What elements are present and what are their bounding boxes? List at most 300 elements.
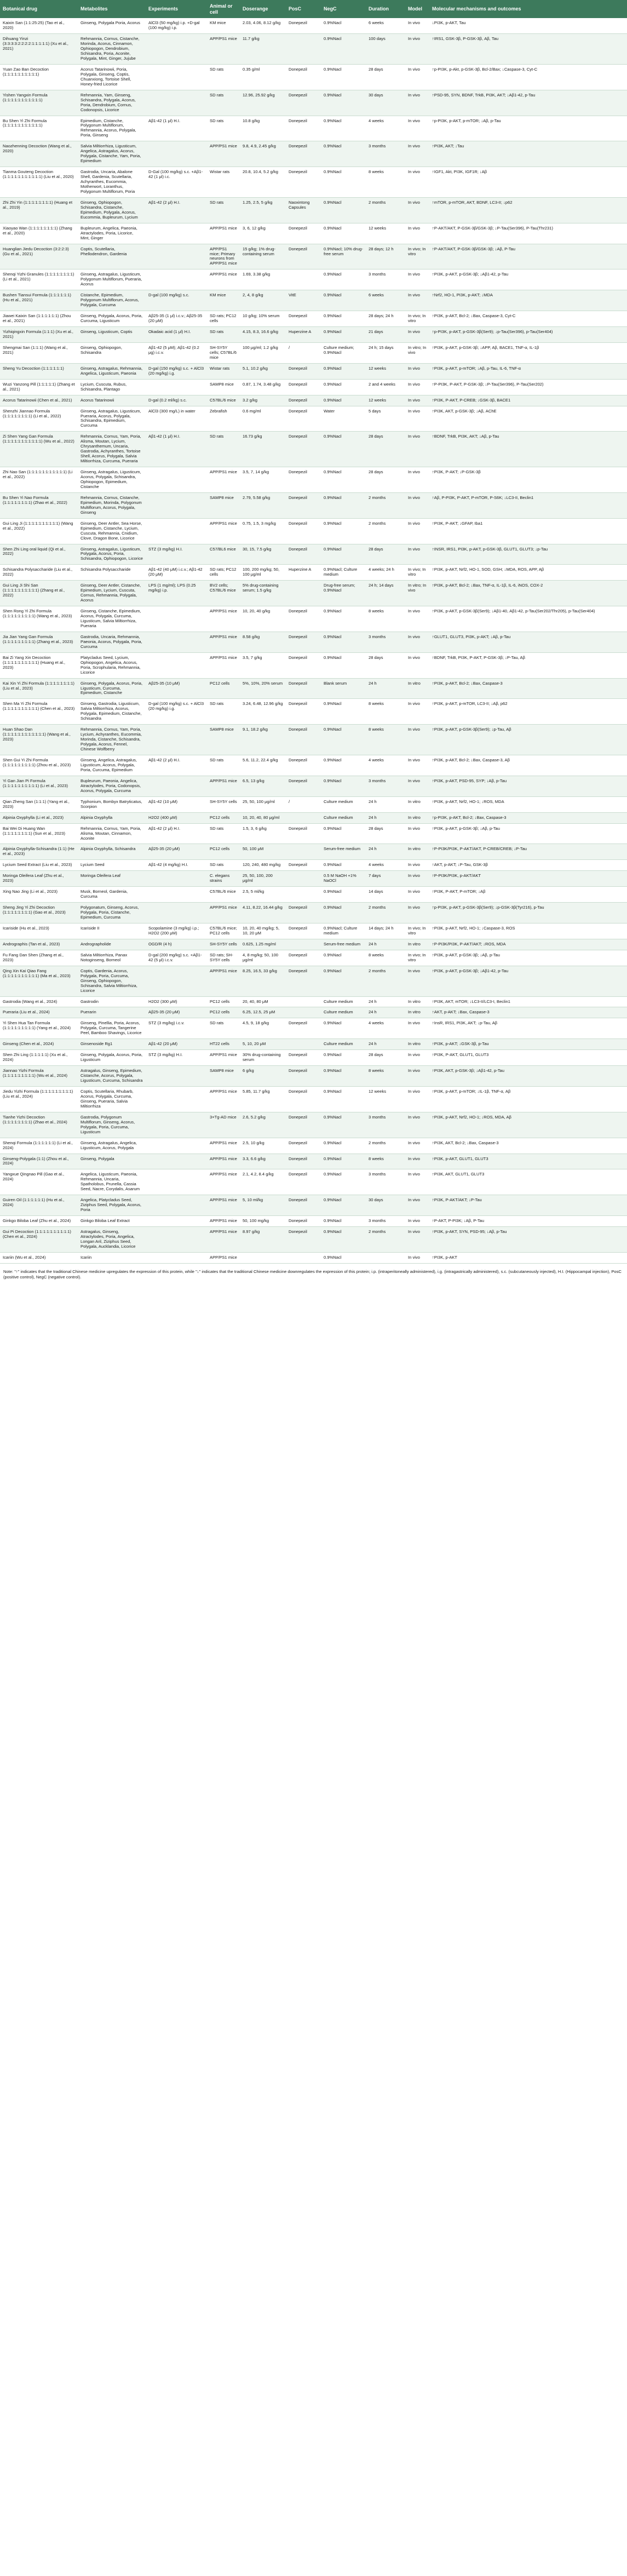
- model-cell: In vitro: [405, 1007, 429, 1018]
- duration-cell: 8 weeks: [366, 950, 405, 966]
- posc-cell: Donepezil: [286, 1227, 321, 1253]
- animal-or-cell-cell: APP/PS1 mice: [207, 34, 240, 65]
- animal-or-cell-cell: APP/PS1 mice: [207, 632, 240, 652]
- botanical-drug-cell: Gui Ling Ji (1:1:1:1:1:1:1:1:1:1) (Wang et al., 2022): [0, 518, 78, 544]
- botanical-drug-cell: Shenqi Yizhi Granules (1:1:1:1:1:1:1:1) (Li et al., 2021): [0, 269, 78, 290]
- doserange-cell: 5.6, 11.2, 22.4 g/kg: [240, 755, 286, 776]
- metabolites-cell: Salvia Miltiorrhiza, Panax Notoginseng, Borneol: [78, 950, 146, 966]
- mechanisms-cell: ↑Nrf2, HO-1, PI3K, p-AKT; ↓MDA: [429, 290, 627, 311]
- metabolites-cell: Bupleurum, Angelica, Paeonia, Atractylodes, Poria, Licorice, Mint, Ginger: [78, 223, 146, 244]
- animal-or-cell-cell: SAMP8 mice: [207, 379, 240, 395]
- botanical-drug-cell: Xing Nao Jing (Li et al., 2023): [0, 887, 78, 903]
- negc-cell: 0.9%Nacl: [321, 606, 366, 632]
- experiments-cell: [146, 141, 207, 167]
- posc-cell: Donepezil: [286, 492, 321, 518]
- animal-or-cell-cell: SD rats: [207, 116, 240, 141]
- metabolites-cell: Ginseng, Polygala, Acorus, Poria, Curcuma, Ligusticum: [78, 311, 146, 327]
- posc-cell: Naoxintong Capsules: [286, 197, 321, 223]
- mechanisms-cell: ↑PI3K, AKT, GLUT1, GLUT3: [429, 1169, 627, 1195]
- metabolites-cell: Coptis, Scutellaria, Phellodendron, Gardenia: [78, 244, 146, 269]
- duration-cell: 3 months: [366, 141, 405, 167]
- botanical-drug-cell: Alpinia Oxyphylla (Li et al., 2023): [0, 812, 78, 823]
- posc-cell: [286, 34, 321, 65]
- doserange-cell: 3.5, 7, 14 g/kg: [240, 467, 286, 493]
- posc-cell: Donepezil: [286, 379, 321, 395]
- duration-cell: 3 months: [366, 1216, 405, 1227]
- botanical-drug-cell: Yi Gan Jian Pi Formula (1:1:1:1:1:1:1:1:1:1) (Li et al., 2023): [0, 776, 78, 796]
- posc-cell: Donepezil: [286, 632, 321, 652]
- duration-cell: 28 days; 24 h: [366, 311, 405, 327]
- negc-cell: 0.9%Nacl: [321, 632, 366, 652]
- mechanisms-cell: ↑PI3K, p-AKT, Nrf2, HO-1, SOD, GSH; ↓MDA, ROS, APP, Aβ: [429, 565, 627, 581]
- mechanisms-cell: ↑PI3K, p-AKT, p-GSK-3β; ↓Aβ1-42, p-Tau: [429, 269, 627, 290]
- metabolites-cell: Ginseng, Astragalus, Angelica, Ligusticum, Acorus, Polygala: [78, 1138, 146, 1154]
- table-row: [0, 966, 627, 996]
- negc-cell: 0.9%Nacl: [321, 116, 366, 141]
- model-cell: In vitro: [405, 678, 429, 699]
- animal-or-cell-cell: APP/PS1 mice: [207, 903, 240, 923]
- posc-cell: Donepezil: [286, 606, 321, 632]
- duration-cell: 24 h: [366, 1039, 405, 1050]
- animal-or-cell-cell: APP/PS1 mice: [207, 776, 240, 796]
- posc-cell: Donepezil: [286, 755, 321, 776]
- mechanisms-cell: ↑PI3K, p-AKT, Nrf2, HO-1; ↓Caspase-3, ROS: [429, 923, 627, 939]
- experiments-cell: [146, 379, 207, 395]
- model-cell: In vivo: [405, 1050, 429, 1066]
- experiments-cell: Aβ1-42 (2 μl) H.I.: [146, 197, 207, 223]
- duration-cell: 8 weeks: [366, 606, 405, 632]
- model-cell: In vivo: [405, 432, 429, 467]
- column-header: Metabolites: [80, 6, 108, 12]
- animal-or-cell-cell: APP/PS1 mice: [207, 966, 240, 996]
- duration-cell: 24 h; 15 days: [366, 342, 405, 363]
- experiments-cell: Aβ25-35 (20 μM): [146, 1007, 207, 1018]
- table-row: [0, 492, 627, 518]
- table-row: [0, 939, 627, 950]
- botanical-drug-cell: Shen Rong Yi Zhi Formula (1:1:1:1:1:1:1:1:1) (Wang et al., 2023): [0, 606, 78, 632]
- botanical-drug-cell: Yangxue Qingnao Pill (Gao et al., 2024): [0, 1169, 78, 1195]
- metabolites-cell: Ginseng, Pinellia, Poria, Acorus, Polygala, Curcuma, Tangerine Peel, Bamboo Shavings, Licorice: [78, 1018, 146, 1039]
- botanical-drug-cell: Bai Zi Yang Xin Decoction (1:1:1:1:1:1:1:1:1:1) (Huang et al., 2023): [0, 652, 78, 678]
- column-header: Molecular mechanisms and outcomes: [432, 6, 521, 12]
- animal-or-cell-cell: APP/PS1 mice: [207, 1227, 240, 1253]
- botanical-drug-cell: Bai Wei Di Huang Wan (1:1:1:1:1:1:1:1) (Sun et al., 2023): [0, 823, 78, 844]
- doserange-cell: 100 μg/ml; 1.2 g/kg: [240, 342, 286, 363]
- doserange-cell: 5% drug-containing serum; 1.5 g/kg: [240, 581, 286, 606]
- mechanisms-cell: ↑PI3K, p-AKT, p-GSK-3β(Ser9); ↓Aβ1-40, Aβ1-42, p-Tau(Ser202/Thr205), p-Tau(Ser404): [429, 606, 627, 632]
- negc-cell: 0.9%Nacl: [321, 1216, 366, 1227]
- mechanisms-cell: ↑BDNF, TrkB, PI3K, AKT; ↓Aβ, p-Tau: [429, 432, 627, 467]
- mechanisms-cell: ↑IGF1, Akt, PI3K, IGF1R; ↓Aβ: [429, 167, 627, 198]
- botanical-drug-cell: Qing Xin Kai Qiao Fang (1:1:1:1:1:1:1:1:1:1) (Ma et al., 2023): [0, 966, 78, 996]
- animal-or-cell-cell: SAMP8 mice: [207, 1066, 240, 1087]
- metabolites-cell: Gastrodia, Uncaria, Abalone Shell, Gardenia, Scutellaria, Achyranthes, Eucommia, Motherwort, Loranthus, Polygonum Multiflorum, Poria: [78, 167, 146, 198]
- negc-cell: 0.9%Nacl; 10% drug-free serum: [321, 244, 366, 269]
- animal-or-cell-cell: APP/PS1 mice: [207, 1195, 240, 1216]
- doserange-cell: 5, 10, 20 μM: [240, 1039, 286, 1050]
- metabolites-cell: Ginseng, Deer Antler, Cistanche, Epimedium, Lycium, Cuscuta, Cornus, Rehmannia, Polygala, Acorus: [78, 581, 146, 606]
- botanical-drug-cell: Bu Shen Yi Zhi Formula (1:1:1:1:1:1:1:1:1:1:1): [0, 116, 78, 141]
- table-row: [0, 632, 627, 652]
- mechanisms-cell: ↑PI3K, p-AKT, GLUT1, GLUT3: [429, 1154, 627, 1169]
- doserange-cell: 3.24, 6.48, 12.96 g/kg: [240, 699, 286, 725]
- duration-cell: 8 weeks: [366, 1066, 405, 1087]
- posc-cell: Donepezil: [286, 1112, 321, 1138]
- mechanisms-cell: ↑p-PI3K, p-Akt, p-GSK-3β, Bcl-2/Bax; ↓Caspase-3, Cyt-C: [429, 64, 627, 90]
- experiments-cell: AlCl3 (300 mg/L) in water: [146, 406, 207, 432]
- model-cell: In vitro: [405, 996, 429, 1007]
- column-header: Model: [408, 6, 422, 12]
- animal-or-cell-cell: SAMP8 mice: [207, 492, 240, 518]
- metabolites-cell: Salvia Miltiorrhiza, Ligusticum, Angelica, Astragalus, Acorus, Polygala, Cistanche, Yam, Poria, Epimedium: [78, 141, 146, 167]
- mechanisms-cell: ↑PI3K, P-AKT, GLUT1, GLUT3: [429, 1050, 627, 1066]
- animal-or-cell-cell: KM mice: [207, 290, 240, 311]
- animal-or-cell-cell: SD rats; PC12 cells: [207, 311, 240, 327]
- animal-or-cell-cell: BV2 cells; C57BL/6 mice: [207, 581, 240, 606]
- botanical-drug-cell: Shen Zhi Ling (1:1:1:1:1) (Xu et al., 2024): [0, 1050, 78, 1066]
- model-cell: In vivo: [405, 699, 429, 725]
- experiments-cell: AlCl3 (50 mg/kg) i.p. +D-gal (100 mg/kg) i.p.: [146, 18, 207, 33]
- model-cell: In vivo: [405, 1154, 429, 1169]
- botanical-drug-cell: Ginseng (Chen et al., 2024): [0, 1039, 78, 1050]
- experiments-cell: Scopolamine (3 mg/kg) i.p.; H2O2 (200 μM): [146, 923, 207, 939]
- doserange-cell: 2.6, 5.2 g/kg: [240, 1112, 286, 1138]
- botanical-drug-cell: Shen Gui Yi Zhi Formula (1:1:1:1:1:1:1:1:1) (Zhou et al., 2023): [0, 755, 78, 776]
- model-cell: In vivo: [405, 725, 429, 755]
- negc-cell: 0.9%Nacl: [321, 432, 366, 467]
- posc-cell: Donepezil: [286, 518, 321, 544]
- botanical-drug-cell: Shenzhi Jiannao Formula (1:1:1:1:1:1:1:1) (Li et al., 2022): [0, 406, 78, 432]
- metabolites-cell: Coptis, Scutellaria, Rhubarb, Acorus, Polygala, Curcuma, Ginseng, Pueraria, Salvia Miltiorrhiza: [78, 1087, 146, 1112]
- duration-cell: 12 weeks: [366, 395, 405, 406]
- mechanisms-cell: ↑PSD-95, SYN, BDNF, TrkB, PI3K, AKT; ↓Aβ1-42, p-Tau: [429, 90, 627, 116]
- posc-cell: Donepezil: [286, 1050, 321, 1066]
- experiments-cell: [146, 1252, 207, 1263]
- botanical-drug-cell: Jiawei Kaixin San (1:1:1:1:1:1) (Zhou et al., 2021): [0, 311, 78, 327]
- mechanisms-cell: ↑IRS1, GSK-3β, P-GSK-3β, Aβ, Tau: [429, 34, 627, 65]
- botanical-drug-cell: Bushen Tiansui Formula (1:1:1:1:1:1) (Hu et al., 2021): [0, 290, 78, 311]
- table-row: [0, 269, 627, 290]
- botanical-drug-cell: Shengmai San (1:1:1) (Wang et al., 2021): [0, 342, 78, 363]
- metabolites-cell: Platycladus Seed, Lycium, Ophiopogon, Angelica, Acorus, Poria, Scrophularia, Rehmannia, Licorice: [78, 652, 146, 678]
- mechanisms-cell: ↑PI3K, p-AKT, Bcl-2; ↓Bax, Caspase-3, Aβ: [429, 755, 627, 776]
- doserange-cell: 8.25, 16.5, 33 g/kg: [240, 966, 286, 996]
- posc-cell: Donepezil: [286, 1066, 321, 1087]
- posc-cell: Donepezil: [286, 544, 321, 565]
- table-row: [0, 1007, 627, 1018]
- mechanisms-cell: ↑p-PI3K, p-AKT, Bcl-2; ↓Bax, Caspase-3: [429, 812, 627, 823]
- posc-cell: Donepezil: [286, 90, 321, 116]
- negc-cell: 0.9%Nacl: [321, 652, 366, 678]
- negc-cell: 0.9%Nacl: [321, 1018, 366, 1039]
- model-cell: In vivo: [405, 966, 429, 996]
- botanical-drug-cell: Lycium Seed Extract (Liu et al., 2023): [0, 860, 78, 871]
- experiments-cell: Aβ1-42 (1 μl) H.I.: [146, 116, 207, 141]
- negc-cell: Water: [321, 406, 366, 432]
- model-cell: In vivo: [405, 395, 429, 406]
- model-cell: In vitro: [405, 939, 429, 950]
- table-row: [0, 544, 627, 565]
- mechanisms-cell: ↑PI3K, P-AKT, P-mTOR; ↓Aβ: [429, 887, 627, 903]
- posc-cell: Huperzine A: [286, 327, 321, 343]
- negc-cell: 0.9%Nacl: [321, 379, 366, 395]
- duration-cell: 24 h: [366, 844, 405, 860]
- mechanisms-cell: ↑p-PI3K, p-AKT, p-mTOR; ↓Aβ, p-Tau: [429, 116, 627, 141]
- doserange-cell: 2.03, 4.06, 8.12 g/kg: [240, 18, 286, 33]
- negc-cell: 0.9%Nacl: [321, 1138, 366, 1154]
- duration-cell: 28 days: [366, 432, 405, 467]
- table-row: [0, 950, 627, 966]
- doserange-cell: 0.625, 1.25 mg/ml: [240, 939, 286, 950]
- duration-cell: 2 months: [366, 903, 405, 923]
- duration-cell: 2 and 4 weeks: [366, 379, 405, 395]
- model-cell: In vivo: [405, 1252, 429, 1263]
- experiments-cell: H2O2 (300 μM): [146, 996, 207, 1007]
- duration-cell: 28 days: [366, 652, 405, 678]
- doserange-cell: 11.7 g/kg: [240, 34, 286, 65]
- botanical-drug-cell: Tianhe Yizhi Decoction (1:1:1:1:1:1:1:1) (Zhao et al., 2024): [0, 1112, 78, 1138]
- negc-cell: 0.9%Nacl: [321, 725, 366, 755]
- doserange-cell: 8.58 g/kg: [240, 632, 286, 652]
- mechanisms-cell: ↑INSR, IRS1, PI3K, p-AKT, p-GSK-3β, GLUT1, GLUT3; ↓p-Tau: [429, 544, 627, 565]
- metabolites-cell: Rehmannia, Yam, Ginseng, Schisandra, Polygala, Acorus, Poria, Dendrobium, Cornus, Codonopsis, Licorice: [78, 90, 146, 116]
- duration-cell: 2 months: [366, 1227, 405, 1253]
- model-cell: In vitro: [405, 796, 429, 812]
- experiments-cell: D-gal (0.2 ml/kg) s.c.: [146, 395, 207, 406]
- model-cell: In vitro: [405, 812, 429, 823]
- mechanisms-cell: ↑PI3K, p-AKT, Nrf2, HO-1; ↓ROS, MDA, Aβ: [429, 1112, 627, 1138]
- posc-cell: Donepezil: [286, 223, 321, 244]
- model-cell: In vivo: [405, 544, 429, 565]
- duration-cell: 100 days: [366, 34, 405, 65]
- doserange-cell: 8.97 g/kg: [240, 1227, 286, 1253]
- posc-cell: [286, 581, 321, 606]
- duration-cell: 4 weeks: [366, 116, 405, 141]
- negc-cell: Culture medium: [321, 1007, 366, 1018]
- negc-cell: 0.9%Nacl: [321, 966, 366, 996]
- botanical-drug-cell: Sheng Jing Yi Zhi Decoction (1:1:1:1:1:1:1:1) (Gao et al., 2023): [0, 903, 78, 923]
- metabolites-cell: Acorus Tatarinowii, Poria, Polygala, Ginseng, Coptis, Chuanxiong, Tortoise Shell, Honey-fried Licorice: [78, 64, 146, 90]
- doserange-cell: 3.3, 6.6 g/kg: [240, 1154, 286, 1169]
- botanical-drug-cell: Guiren Oil (1:1:1:1:1:1) (Hu et al., 2024): [0, 1195, 78, 1216]
- botanical-drug-cell: Yizhiqingxin Formula (1:1:1) (Xu et al., 2021): [0, 327, 78, 343]
- model-cell: In vivo: [405, 290, 429, 311]
- animal-or-cell-cell: SD rats: [207, 90, 240, 116]
- duration-cell: 12 weeks: [366, 363, 405, 379]
- mechanisms-cell: ↑PI3K, AKT; ↓Tau: [429, 141, 627, 167]
- table-row: [0, 812, 627, 823]
- posc-cell: [286, 871, 321, 887]
- negc-cell: 0.9%Nacl; Culture medium: [321, 565, 366, 581]
- animal-or-cell-cell: SD rats: [207, 860, 240, 871]
- doserange-cell: 0.6 mg/ml: [240, 406, 286, 432]
- experiments-cell: [146, 606, 207, 632]
- model-cell: In vivo: [405, 1138, 429, 1154]
- metabolites-cell: Alpinia Oxyphylla: [78, 812, 146, 823]
- negc-cell: 0.9%Nacl: [321, 860, 366, 871]
- metabolites-cell: Cistanche, Epimedium, Polygonum Multiflorum, Acorus, Polygala, Curcuma: [78, 290, 146, 311]
- posc-cell: Donepezil: [286, 699, 321, 725]
- table-row: [0, 34, 627, 65]
- model-cell: In vivo: [405, 467, 429, 493]
- botanical-drug-cell: Shen Ma Yi Zhi Formula (1:1:1:1:1:1:1:1:1:1) (Chen et al., 2023): [0, 699, 78, 725]
- doserange-cell: 5, 10 ml/kg: [240, 1195, 286, 1216]
- model-cell: In vitro: [405, 844, 429, 860]
- duration-cell: 7 days: [366, 871, 405, 887]
- table-row: [0, 327, 627, 343]
- table-row: [0, 18, 627, 33]
- botanical-drug-cell: Tianma Gouteng Decoction (1:1:1:1:1:1:1:1:1:1:1) (Liu et al., 2020): [0, 167, 78, 198]
- mechanisms-cell: ↑PI3K, AKT, mTOR; ↓LC3-II/LC3-I, Beclin1: [429, 996, 627, 1007]
- duration-cell: 4 weeks: [366, 755, 405, 776]
- table-row: [0, 1039, 627, 1050]
- doserange-cell: 20.8, 10.4, 5.2 g/kg: [240, 167, 286, 198]
- mechanisms-cell: ↑GLUT1, GLUT3, PI3K, p-AKT; ↓Aβ, p-Tau: [429, 632, 627, 652]
- mechanisms-cell: ↑PI3K, p-AKT: [429, 1252, 627, 1263]
- experiments-cell: OGD/R (4 h): [146, 939, 207, 950]
- botanical-drug-cell: Gastrodia (Wang et al., 2024): [0, 996, 78, 1007]
- doserange-cell: 0.35 g/ml: [240, 64, 286, 90]
- model-cell: In vivo: [405, 1169, 429, 1195]
- posc-cell: Donepezil: [286, 467, 321, 493]
- metabolites-cell: Ginseng, Cistanche, Epimedium, Acorus, Polygala, Curcuma, Ligusticum, Salvia Miltiorrhiza, Pueraria: [78, 606, 146, 632]
- doserange-cell: 120, 240, 480 mg/kg: [240, 860, 286, 871]
- table-row: [0, 796, 627, 812]
- doserange-cell: 6.5, 13 g/kg: [240, 776, 286, 796]
- mechanisms-cell: ↑PI3K, P-AKT; ↓GFAP, Iba1: [429, 518, 627, 544]
- botanical-drug-cell: Pueraria (Liu et al., 2024): [0, 1007, 78, 1018]
- mechanisms-cell: ↑PI3K, p-AKT, Bcl-2; ↓Bax, Caspase-3: [429, 678, 627, 699]
- doserange-cell: 100, 200 mg/kg; 50, 100 μg/ml: [240, 565, 286, 581]
- doserange-cell: 1.69, 3.38 g/kg: [240, 269, 286, 290]
- animal-or-cell-cell: APP/PS1 mice: [207, 652, 240, 678]
- duration-cell: 8 weeks: [366, 725, 405, 755]
- negc-cell: 0.9%Nacl: [321, 167, 366, 198]
- model-cell: In vivo: [405, 1018, 429, 1039]
- table-body: [0, 18, 627, 1263]
- botanical-drug-cell: Ginkgo Biloba Leaf (Zhu et al., 2024): [0, 1216, 78, 1227]
- metabolites-cell: Rehmannia, Cornus, Yam, Poria, Alisma, Moutan, Lycium, Chrysanthemum, Uncaria, Gastrodia, Achyranthes, Tortoise Shell, Acorus, Polygala, Salvia Miltiorrhiza, Curcuma, Pueraria: [78, 432, 146, 467]
- table-row: [0, 223, 627, 244]
- botanical-drug-cell: Bu Shen Yi Nao Formula (1:1:1:1:1:1:1:1) (Zhao et al., 2022): [0, 492, 78, 518]
- negc-cell: 0.9%Nacl: [321, 311, 366, 327]
- mechanisms-cell: ↑InsR, IRS1, PI3K, AKT; ↓p-Tau, Aβ: [429, 1018, 627, 1039]
- animal-or-cell-cell: APP/PS1 mice: [207, 1252, 240, 1263]
- botanical-drug-cell: Xiaoyao Wan (1:1:1:1:1:1:1:1) (Zhang et al., 2020): [0, 223, 78, 244]
- negc-cell: 0.9%Nacl: [321, 223, 366, 244]
- botanical-drug-cell: Ginseng-Polygala (1:1) (Zhou et al., 2024): [0, 1154, 78, 1169]
- doserange-cell: 4.5, 9, 18 g/kg: [240, 1018, 286, 1039]
- metabolites-cell: Lycium Seed: [78, 860, 146, 871]
- negc-cell: 0.9%Nacl: [321, 467, 366, 493]
- animal-or-cell-cell: C57BL/6 mice: [207, 887, 240, 903]
- negc-cell: 0.9%Nacl: [321, 1087, 366, 1112]
- model-cell: In vivo: [405, 1087, 429, 1112]
- model-cell: In vivo; In vitro: [405, 923, 429, 939]
- duration-cell: [366, 1252, 405, 1263]
- negc-cell: 0.9%Nacl: [321, 395, 366, 406]
- experiments-cell: D-gal (100 mg/kg) s.c.: [146, 290, 207, 311]
- animal-or-cell-cell: C57BL/6 mice: [207, 395, 240, 406]
- experiments-cell: Aβ25-35 (10 μM): [146, 678, 207, 699]
- animal-or-cell-cell: PC12 cells: [207, 678, 240, 699]
- animal-or-cell-cell: SD rats: [207, 823, 240, 844]
- animal-or-cell-cell: APP/PS1 mice: [207, 518, 240, 544]
- experiments-cell: [146, 34, 207, 65]
- doserange-cell: 4, 8 mg/kg; 50, 100 μg/ml: [240, 950, 286, 966]
- doserange-cell: 2.5, 10 g/kg: [240, 1138, 286, 1154]
- animal-or-cell-cell: Zebrafish: [207, 406, 240, 432]
- experiments-cell: STZ (3 mg/kg) H.I.: [146, 1050, 207, 1066]
- model-cell: In vivo: [405, 141, 429, 167]
- posc-cell: Donepezil: [286, 966, 321, 996]
- metabolites-cell: Ginseng, Deer Antler, Sea Horse, Epimedium, Cistanche, Lycium, Cuscuta, Rehmannia, Cnidium, Clove, Dragon Bone, Licorice: [78, 518, 146, 544]
- duration-cell: 14 days; 24 h: [366, 923, 405, 939]
- doserange-cell: 20, 40, 80 μM: [240, 996, 286, 1007]
- table-row: [0, 699, 627, 725]
- negc-cell: 0.9%Nacl: [321, 1050, 366, 1066]
- doserange-cell: 3.5, 7 g/kg: [240, 652, 286, 678]
- table-row: [0, 1066, 627, 1087]
- document-page: [0, 0, 627, 1287]
- negc-cell: Blank serum: [321, 678, 366, 699]
- duration-cell: 21 days: [366, 327, 405, 343]
- animal-or-cell-cell: Wistar rats: [207, 363, 240, 379]
- doserange-cell: 2.1, 4.2, 8.4 g/kg: [240, 1169, 286, 1195]
- posc-cell: Donepezil: [286, 652, 321, 678]
- posc-cell: Donepezil: [286, 903, 321, 923]
- posc-cell: Donepezil: [286, 860, 321, 871]
- metabolites-cell: Gastrodia, Uncaria, Rehmannia, Paeonia, Acorus, Polygala, Poria, Curcuma: [78, 632, 146, 652]
- table-row: [0, 406, 627, 432]
- duration-cell: 24 h; 14 days: [366, 581, 405, 606]
- animal-or-cell-cell: PC12 cells: [207, 1007, 240, 1018]
- botanical-drug-cell: Kai Xin Yi Zhi Formula (1:1:1:1:1:1:1:1) (Liu et al., 2023): [0, 678, 78, 699]
- metabolites-cell: Ginkgo Biloba Leaf Extract: [78, 1216, 146, 1227]
- doserange-cell: 1.25, 2.5, 5 g/kg: [240, 197, 286, 223]
- column-header: Botanical drug: [3, 6, 38, 12]
- mechanisms-cell: ↑PI3K, p-AKT, p-mTOR, LC3-II; ↓Aβ, p62: [429, 699, 627, 725]
- botanical-drug-cell: Yishen Yangxin Formula (1:1:1:1:1:1:1:1:1:1:1): [0, 90, 78, 116]
- duration-cell: 28 days: [366, 544, 405, 565]
- posc-cell: Donepezil: [286, 1087, 321, 1112]
- experiments-cell: [146, 966, 207, 996]
- negc-cell: 0.9%Nacl: [321, 1066, 366, 1087]
- metabolites-cell: Ginseng, Astragalus, Rehmannia, Angelica, Ligusticum, Paeonia: [78, 363, 146, 379]
- negc-cell: 0.9%Nacl: [321, 1169, 366, 1195]
- negc-cell: 0.9%Nacl: [321, 90, 366, 116]
- duration-cell: 24 h: [366, 796, 405, 812]
- duration-cell: 24 h: [366, 996, 405, 1007]
- model-cell: In vivo: [405, 197, 429, 223]
- animal-or-cell-cell: APP/PS1 mice: [207, 1087, 240, 1112]
- table-row: [0, 167, 627, 198]
- negc-cell: Culture medium: [321, 996, 366, 1007]
- experiments-cell: [146, 1154, 207, 1169]
- mechanisms-cell: ↑P-PI3K/PI3K, P-AKT/AKT; ↓ROS, MDA: [429, 939, 627, 950]
- botanical-drug-cell: Fu Fang Dan Shen (Zhang et al., 2023): [0, 950, 78, 966]
- table-row: [0, 860, 627, 871]
- duration-cell: 2 months: [366, 492, 405, 518]
- animal-or-cell-cell: KM mice: [207, 18, 240, 33]
- experiments-cell: LPS (1 mg/ml); LPS (0.25 mg/kg) i.p.: [146, 581, 207, 606]
- duration-cell: 28 days: [366, 64, 405, 90]
- negc-cell: Culture medium: [321, 796, 366, 812]
- table-row: [0, 467, 627, 493]
- botanical-drug-cell: Schisandra Polysaccharide (Liu et al., 2022): [0, 565, 78, 581]
- column-header: Duration: [369, 6, 389, 12]
- experiments-cell: [146, 492, 207, 518]
